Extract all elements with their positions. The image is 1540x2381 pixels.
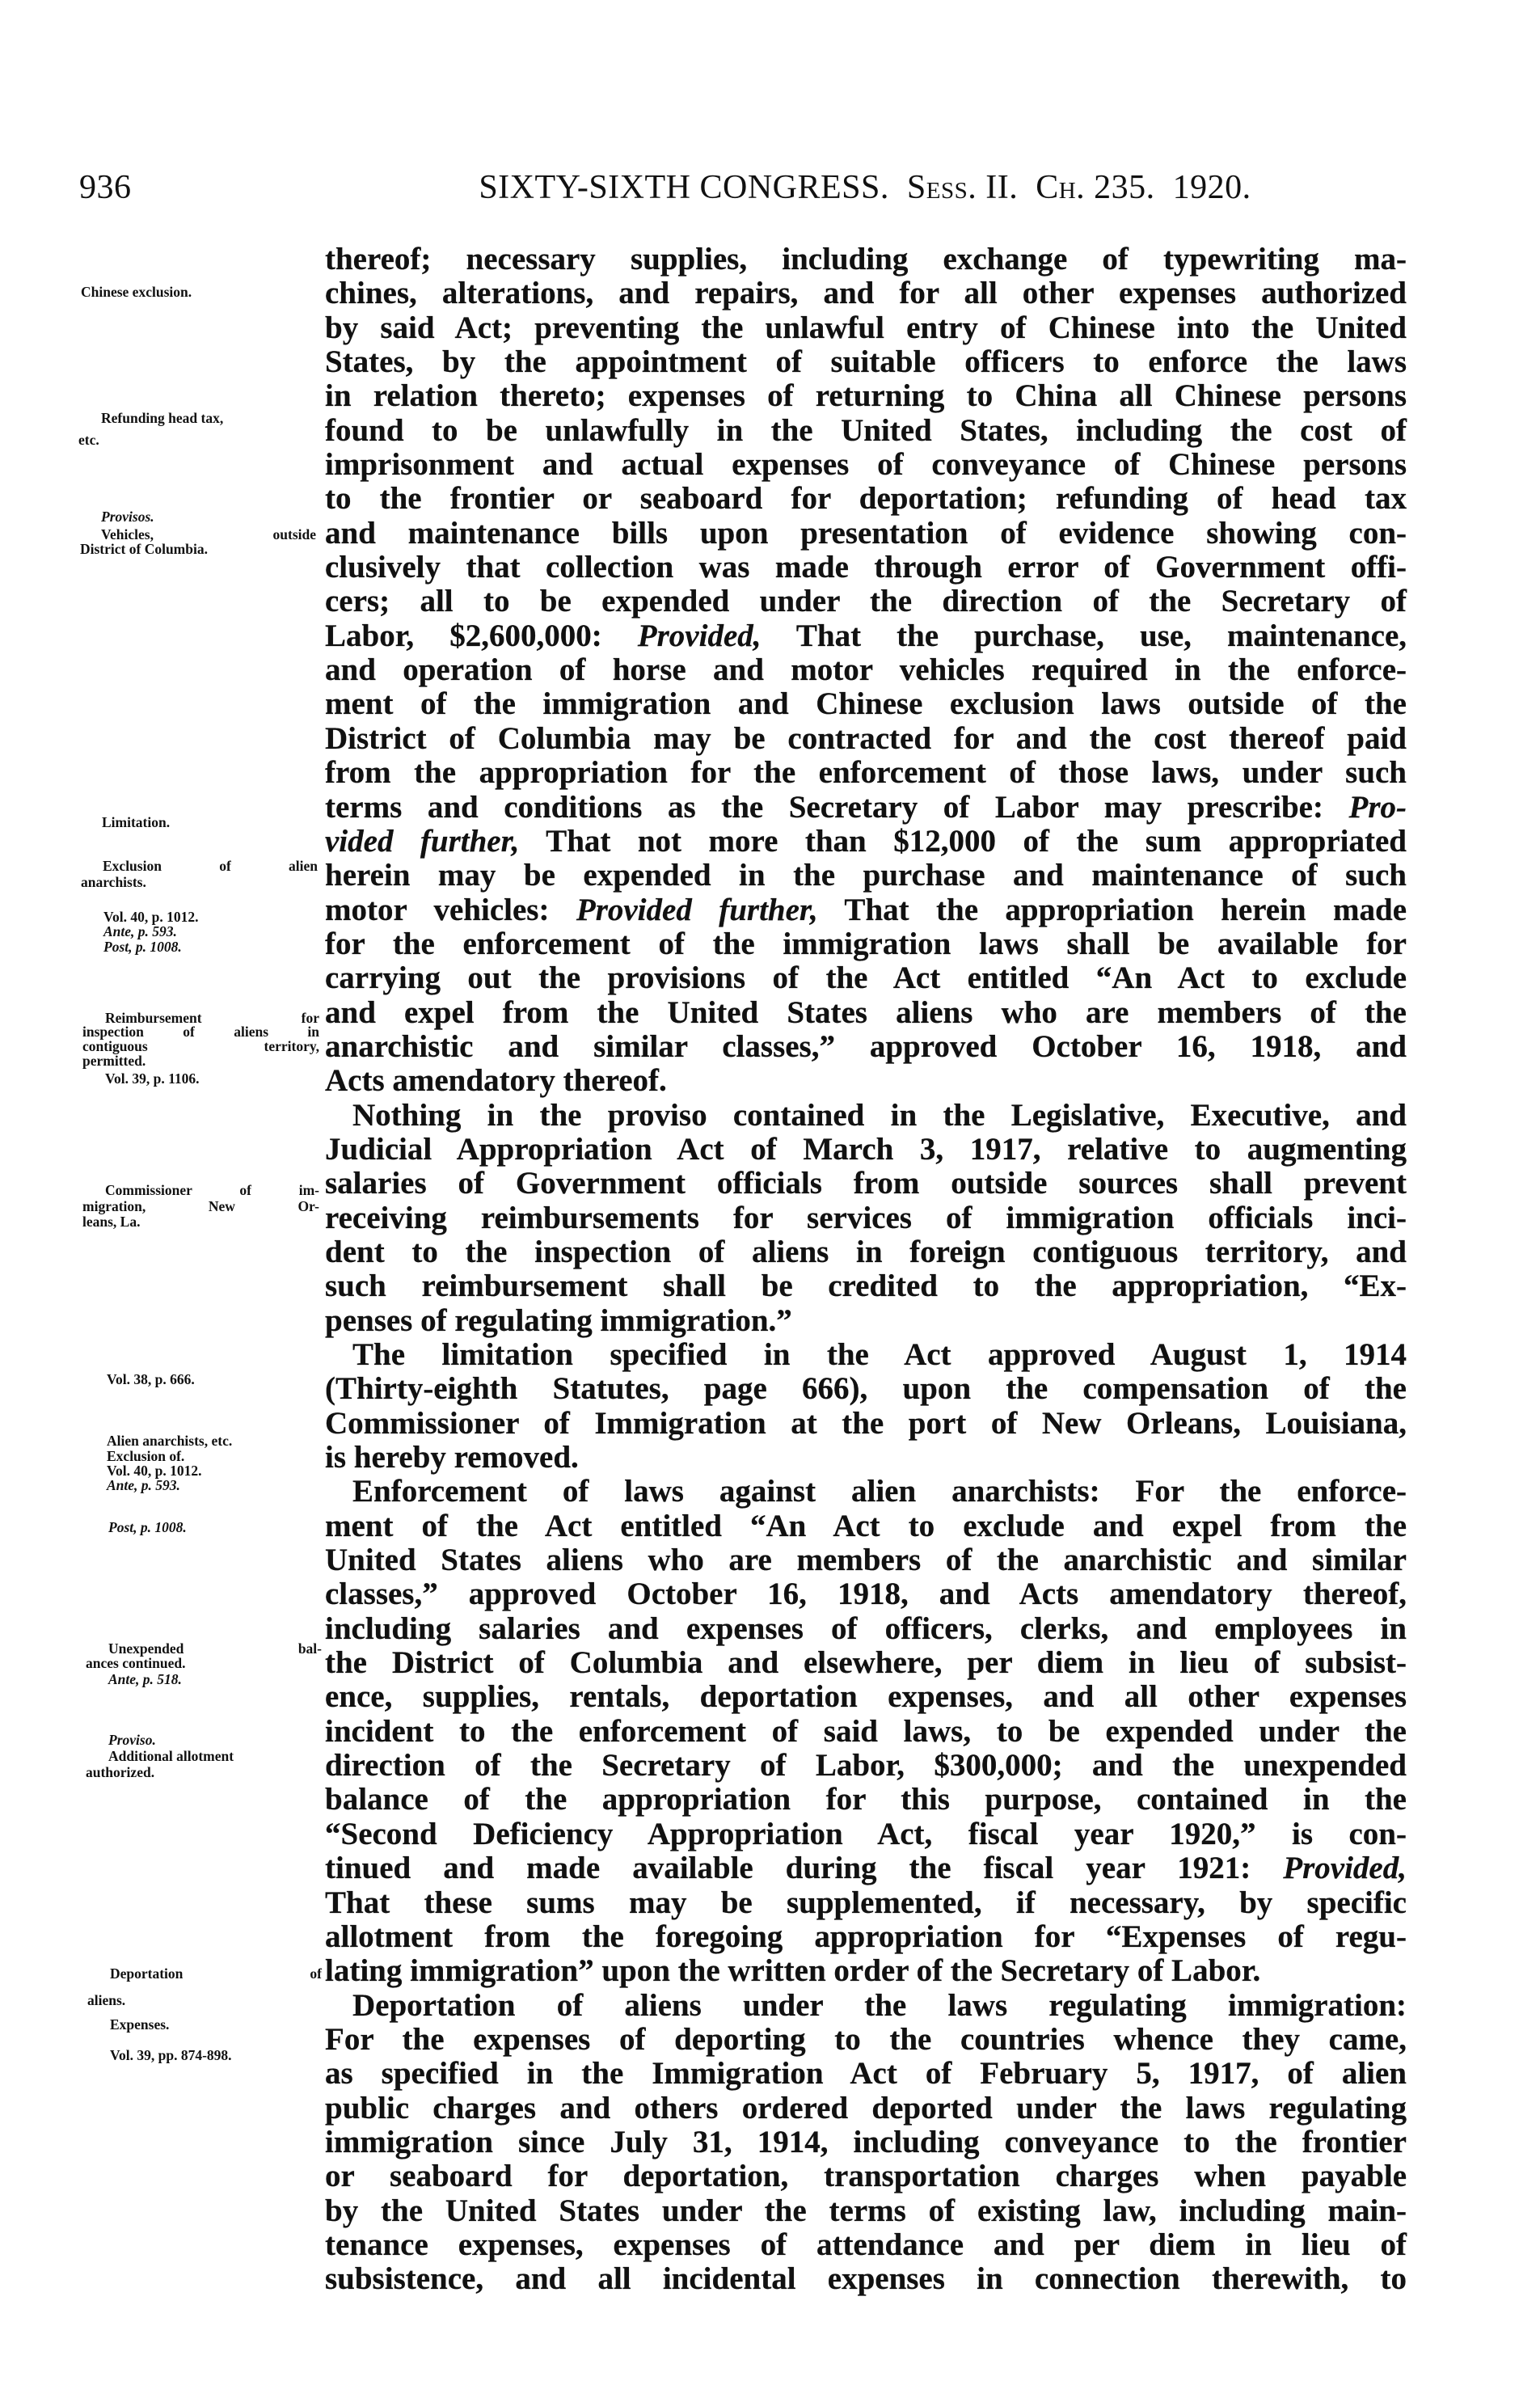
text-run: Commissioner of Immigration at the port of New Orleans, Louisiana, bbox=[325, 1405, 1407, 1441]
margin-note: District of Columbia. bbox=[80, 541, 208, 557]
text-run: or seaboard for deportation, transportation charges when payable bbox=[325, 2159, 1407, 2194]
text-run: found to be unlawfully in the United States, including the cost of bbox=[325, 412, 1407, 448]
page-number: 936 bbox=[79, 169, 132, 206]
margin-note: Exclusion of alien bbox=[103, 858, 318, 874]
margin-note: Chinese exclusion. bbox=[81, 284, 192, 300]
text-line bbox=[325, 859, 1407, 893]
text-line bbox=[325, 1509, 1407, 1543]
text-run: anarchistic and similar classes,” approved October 16, 1918, and bbox=[325, 1028, 1407, 1064]
text-run: tenance expenses, expenses of attendance and per diem in lieu of bbox=[325, 2227, 1407, 2262]
text-line bbox=[325, 1783, 1407, 1817]
margin-note: Reimbursement for bbox=[105, 1010, 319, 1026]
text-run: imprisonment and actual expenses of conveyance of Chinese persons bbox=[325, 447, 1407, 483]
margin-note: contiguous territory, bbox=[82, 1038, 319, 1054]
text-line bbox=[325, 825, 1407, 859]
text-run: terms and conditions as the Secretary of Labor may prescribe: bbox=[325, 789, 1349, 825]
text-line bbox=[325, 756, 1407, 790]
text-line bbox=[325, 961, 1407, 995]
margin-note: permitted. bbox=[82, 1053, 146, 1069]
text-line bbox=[325, 379, 1407, 413]
margin-note: inspection of aliens in bbox=[82, 1024, 319, 1040]
text-run: and maintenance bills upon presentation of evidence showing con- bbox=[325, 515, 1407, 551]
text-line bbox=[325, 687, 1407, 721]
text-line bbox=[325, 996, 1407, 1030]
text-run: is hereby removed. bbox=[325, 1440, 579, 1475]
text-line bbox=[325, 927, 1407, 961]
margin-note: Alien anarchists, etc. bbox=[107, 1433, 233, 1449]
text-run: District of Columbia may be contracted for and the cost thereof paid bbox=[325, 720, 1407, 756]
text-line bbox=[325, 2023, 1407, 2057]
text-run: from the appropriation for the enforcement of those laws, under such bbox=[325, 755, 1407, 791]
text-line bbox=[325, 1099, 1407, 1133]
text-line bbox=[325, 1680, 1407, 1714]
text-run: (Thirty-eighth Statutes, page 666), upon the compensation of the bbox=[325, 1371, 1407, 1407]
congress-title: SIXTY-SIXTH CONGRESS. bbox=[479, 169, 889, 206]
margin-note: etc. bbox=[78, 432, 99, 448]
text-line bbox=[325, 2262, 1407, 2296]
italic-text: Pro- bbox=[1348, 789, 1407, 825]
text-line bbox=[325, 619, 1407, 653]
margin-note: Post, p. 1008. bbox=[103, 939, 182, 955]
text-line bbox=[325, 2194, 1407, 2228]
text-run: That the appropriation herein made bbox=[817, 892, 1407, 927]
margin-note: Exclusion of. bbox=[107, 1448, 185, 1464]
chapter: Ch. 235. bbox=[1036, 169, 1155, 206]
margin-note: Vol. 39, p. 1106. bbox=[105, 1070, 200, 1087]
text-line bbox=[325, 1646, 1407, 1680]
text-run: direction of the Secretary of Labor, $300,000; and the unexpended bbox=[325, 1748, 1407, 1784]
text-run: thereof; necessary supplies, including exchange of typewriting ma- bbox=[325, 242, 1407, 277]
text-line bbox=[325, 414, 1407, 448]
text-run: “Second Deficiency Appropriation Act, fiscal year 1920,” is con- bbox=[325, 1816, 1407, 1851]
text-run: such reimbursement shall be credited to the appropriation, “Ex- bbox=[325, 1269, 1407, 1304]
text-run: public charges and others ordered deported under the laws regulating bbox=[325, 2090, 1407, 2126]
text-line bbox=[325, 517, 1407, 551]
text-line bbox=[325, 1235, 1407, 1269]
text-run: Labor, $2,600,000: bbox=[325, 618, 638, 653]
text-run: for the enforcement of the immigration laws shall be available for bbox=[325, 926, 1407, 961]
text-line bbox=[325, 1989, 1407, 2023]
text-run: dent to the inspection of aliens in foreign contiguous territory, and bbox=[325, 1234, 1407, 1269]
text-line bbox=[325, 1920, 1407, 1954]
text-run: balance of the appropriation for this purpose, contained in the bbox=[325, 1782, 1407, 1817]
text-line bbox=[325, 791, 1407, 825]
text-run: lating immigration” upon the written order of the Secretary of Labor. bbox=[325, 1953, 1261, 1989]
text-run: That not more than $12,000 of the sum appropriated bbox=[519, 823, 1407, 859]
text-line bbox=[325, 2228, 1407, 2262]
text-line bbox=[325, 1715, 1407, 1749]
margin-note: Vol. 40, p. 1012. bbox=[103, 909, 199, 925]
text-line bbox=[325, 1886, 1407, 1920]
text-line bbox=[325, 1817, 1407, 1851]
text-line bbox=[325, 1338, 1407, 1372]
text-line bbox=[325, 1749, 1407, 1783]
text-run: subsistence, and all incidental expenses in connection therewith, to bbox=[325, 2261, 1407, 2297]
margin-note: Ante, p. 593. bbox=[103, 923, 177, 939]
text-line bbox=[325, 1851, 1407, 1885]
text-line bbox=[325, 1612, 1407, 1646]
margin-note: Unexpended bal- bbox=[108, 1640, 322, 1657]
margin-note: ances continued. bbox=[86, 1655, 186, 1671]
text-run: That the purchase, use, maintenance, bbox=[761, 618, 1407, 653]
text-line bbox=[325, 1543, 1407, 1577]
statute-text bbox=[325, 243, 1407, 2297]
text-run: by said Act; preventing the unlawful entry of Chinese into the United bbox=[325, 310, 1407, 345]
text-line bbox=[325, 722, 1407, 756]
text-run: Judicial Appropriation Act of March 3, 1917, relative to augmenting bbox=[325, 1131, 1407, 1167]
text-run: and operation of horse and motor vehicles required in the enforce- bbox=[325, 652, 1407, 688]
margin-note: anarchists. bbox=[81, 874, 146, 890]
text-run: carrying out the provisions of the Act entitled “An Act to exclude bbox=[325, 960, 1407, 996]
text-line bbox=[325, 448, 1407, 482]
text-line bbox=[325, 2126, 1407, 2159]
text-line bbox=[325, 243, 1407, 277]
text-line bbox=[325, 1030, 1407, 1064]
italic-text: Provided further, bbox=[576, 892, 818, 927]
text-line bbox=[325, 1475, 1407, 1509]
margin-note: Expenses. bbox=[110, 2016, 170, 2033]
margin-note: aliens. bbox=[87, 1992, 126, 2008]
margin-note: Limitation. bbox=[102, 814, 171, 830]
text-run: herein may be expended in the purchase and maintenance of such bbox=[325, 858, 1407, 893]
text-line bbox=[325, 1064, 1407, 1098]
margin-note: leans, La. bbox=[82, 1214, 141, 1230]
text-run: The limitation specified in the Act approved August 1, 1914 bbox=[352, 1337, 1407, 1372]
text-run: immigration since July 31, 1914, including conveyance to the frontier bbox=[325, 2124, 1407, 2159]
margin-note: Ante, p. 593. bbox=[107, 1477, 180, 1493]
margin-note: Vol. 40, p. 1012. bbox=[107, 1463, 202, 1479]
text-run: For the expenses of deporting to the countries whence they came, bbox=[325, 2021, 1407, 2057]
text-run: tinued and made available during the fiscal year 1921: bbox=[325, 1851, 1284, 1886]
margin-note: Refunding head tax, bbox=[101, 410, 224, 426]
text-run: clusively that collection was made through error of Government offi- bbox=[325, 550, 1407, 585]
margin-note: authorized. bbox=[86, 1764, 155, 1780]
text-run: to the frontier or seaboard for deportation; refunding of head tax bbox=[325, 481, 1407, 517]
text-run: allotment from the foregoing appropriation for “Expenses of regu- bbox=[325, 1919, 1407, 1954]
text-line bbox=[325, 551, 1407, 585]
text-run: States, by the appointment of suitable officers to enforce the laws bbox=[325, 344, 1407, 380]
margin-note: Provisos. bbox=[101, 509, 154, 525]
margin-note: migration, New Or- bbox=[82, 1198, 319, 1214]
year: 1920. bbox=[1172, 169, 1251, 206]
text-line bbox=[325, 277, 1407, 310]
text-run: cers; all to be expended under the direction of the Secretary of bbox=[325, 584, 1407, 619]
text-line bbox=[325, 2159, 1407, 2193]
text-run: receiving reimbursements for services of immigration officials inci- bbox=[325, 1200, 1407, 1235]
session: Sess. II. bbox=[906, 169, 1019, 206]
margin-note: Proviso. bbox=[108, 1732, 156, 1748]
text-line bbox=[325, 482, 1407, 516]
margin-note: Post, p. 1008. bbox=[108, 1519, 187, 1535]
text-line bbox=[325, 2057, 1407, 2091]
text-line bbox=[325, 1407, 1407, 1441]
margin-note: Ante, p. 518. bbox=[108, 1671, 182, 1687]
margin-note: Deportation of bbox=[110, 1965, 322, 1982]
text-line bbox=[325, 1954, 1407, 1988]
text-run: United States aliens who are members of the anarchistic and similar bbox=[325, 1543, 1407, 1578]
text-line bbox=[325, 1201, 1407, 1235]
text-run: classes,” approved October 16, 1918, and Acts amendatory thereof, bbox=[325, 1577, 1407, 1612]
text-line bbox=[325, 1167, 1407, 1201]
italic-text: Provided, bbox=[1283, 1851, 1407, 1886]
text-run: ence, supplies, rentals, deportation expenses, and all other expenses bbox=[325, 1679, 1407, 1715]
text-line bbox=[325, 1304, 1407, 1338]
text-line bbox=[325, 1133, 1407, 1167]
text-run: That these sums may be supplemented, if necessary, by specific bbox=[325, 1885, 1407, 1920]
margin-note: Vehicles, outside bbox=[101, 526, 316, 542]
text-line bbox=[325, 1441, 1407, 1475]
text-run: Acts amendatory thereof. bbox=[325, 1063, 667, 1099]
text-line bbox=[325, 585, 1407, 618]
text-line bbox=[325, 345, 1407, 379]
text-run: chines, alterations, and repairs, and for all other expenses authorized bbox=[325, 276, 1407, 311]
margin-note: Vol. 38, p. 666. bbox=[107, 1371, 195, 1387]
text-line bbox=[325, 1269, 1407, 1303]
text-run: as specified in the Immigration Act of February 5, 1917, of alien bbox=[325, 2056, 1407, 2092]
italic-text: Provided, bbox=[637, 618, 762, 653]
text-line bbox=[325, 893, 1407, 927]
text-run: by the United States under the terms of existing law, including main- bbox=[325, 2193, 1407, 2228]
text-run: motor vehicles: bbox=[325, 892, 576, 927]
margin-note: Vol. 39, pp. 874-898. bbox=[110, 2047, 232, 2063]
text-line bbox=[325, 1372, 1407, 1406]
text-run: including salaries and expenses of officers, clerks, and employees in bbox=[325, 1611, 1407, 1646]
text-run: ment of the Act entitled “An Act to exclude and expel from the bbox=[325, 1508, 1407, 1543]
margin-note: Additional allotment bbox=[108, 1748, 234, 1764]
text-run: incident to the enforcement of said laws, to be expended under the bbox=[325, 1713, 1407, 1749]
text-run: Enforcement of laws against alien anarchists: For the enforce- bbox=[352, 1474, 1407, 1509]
text-run: and expel from the United States aliens who are members of the bbox=[325, 994, 1407, 1030]
running-head bbox=[323, 166, 1407, 209]
text-run: the District of Columbia and elsewhere, per diem in lieu of subsist- bbox=[325, 1645, 1407, 1681]
text-line bbox=[325, 2092, 1407, 2126]
text-line bbox=[325, 311, 1407, 345]
text-line bbox=[325, 653, 1407, 687]
italic-text: vided further, bbox=[325, 823, 520, 859]
text-run: ment of the immigration and Chinese exclusion laws outside of the bbox=[325, 686, 1407, 722]
text-run: salaries of Government officials from outside sources shall prevent bbox=[325, 1166, 1407, 1201]
text-run: Nothing in the proviso contained in the Legislative, Executive, and bbox=[352, 1097, 1407, 1133]
margin-note: Commissioner of im- bbox=[105, 1182, 319, 1198]
text-run: Deportation of aliens under the laws regulating immigration: bbox=[352, 1987, 1407, 2023]
text-run: penses of regulating immigration.” bbox=[325, 1302, 792, 1338]
text-run: in relation thereto; expenses of returning to China all Chinese persons bbox=[325, 378, 1407, 414]
text-line bbox=[325, 1577, 1407, 1611]
